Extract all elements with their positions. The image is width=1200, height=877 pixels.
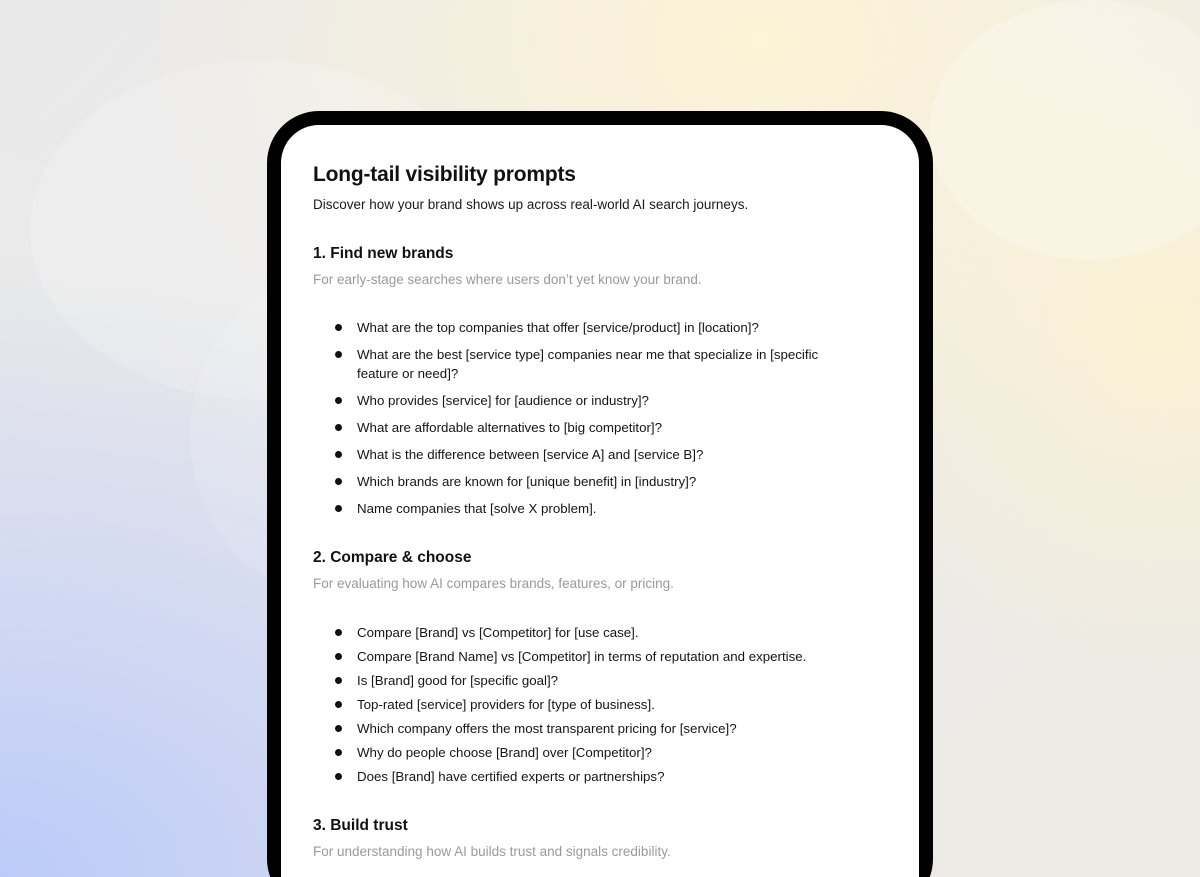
background-blob: [930, 0, 1200, 260]
prompt-item: What are the best [service type] companies near me that specialize in [specific feature or need]?: [313, 345, 857, 383]
prompt-item: Who provides [service] for [audience or industry]?: [313, 391, 857, 410]
section-title: 3. Build trust: [313, 817, 408, 834]
section-find-new-brands: [313, 244, 873, 518]
prompt-item: Why do people choose [Brand] over [Competitor]?: [313, 743, 857, 762]
page-subtitle: Discover how your brand shows up across real-world AI search journeys.: [313, 197, 749, 212]
prompt-item: Does [Brand] have certified experts or partnerships?: [313, 767, 857, 786]
section-description: For early-stage searches where users don’t yet know your brand.: [313, 272, 702, 287]
section-title: 2. Compare & choose: [313, 549, 472, 566]
section-compare-choose: [313, 548, 873, 786]
prompt-item: What is the difference between [service A] and [service B]?: [313, 445, 857, 464]
section-description: For understanding how AI builds trust and signals credibility.: [313, 844, 671, 859]
section-build-trust: [313, 816, 873, 861]
prompt-item: Compare [Brand Name] vs [Competitor] in terms of reputation and expertise.: [313, 647, 857, 666]
prompt-item: Which brands are known for [unique benefit] in [industry]?: [313, 472, 857, 491]
prompt-item: Compare [Brand] vs [Competitor] for [use case].: [313, 623, 857, 642]
prompt-item: Top-rated [service] providers for [type of business].: [313, 695, 857, 714]
prompt-item: Which company offers the most transparent pricing for [service]?: [313, 719, 857, 738]
device-screen: [281, 125, 919, 877]
prompt-item: Is [Brand] good for [specific goal]?: [313, 671, 857, 690]
section-description: For evaluating how AI compares brands, features, or pricing.: [313, 576, 674, 591]
prompt-list: [313, 623, 873, 786]
prompt-item: What are the top companies that offer [service/product] in [location]?: [313, 318, 857, 337]
page-title: Long-tail visibility prompts: [313, 163, 576, 186]
prompt-list: [313, 318, 873, 518]
prompts-card: [313, 161, 873, 861]
section-title: 1. Find new brands: [313, 245, 454, 262]
prompt-item: What are affordable alternatives to [big competitor]?: [313, 418, 857, 437]
device-frame: [267, 111, 933, 877]
prompt-item: Name companies that [solve X problem].: [313, 499, 857, 518]
